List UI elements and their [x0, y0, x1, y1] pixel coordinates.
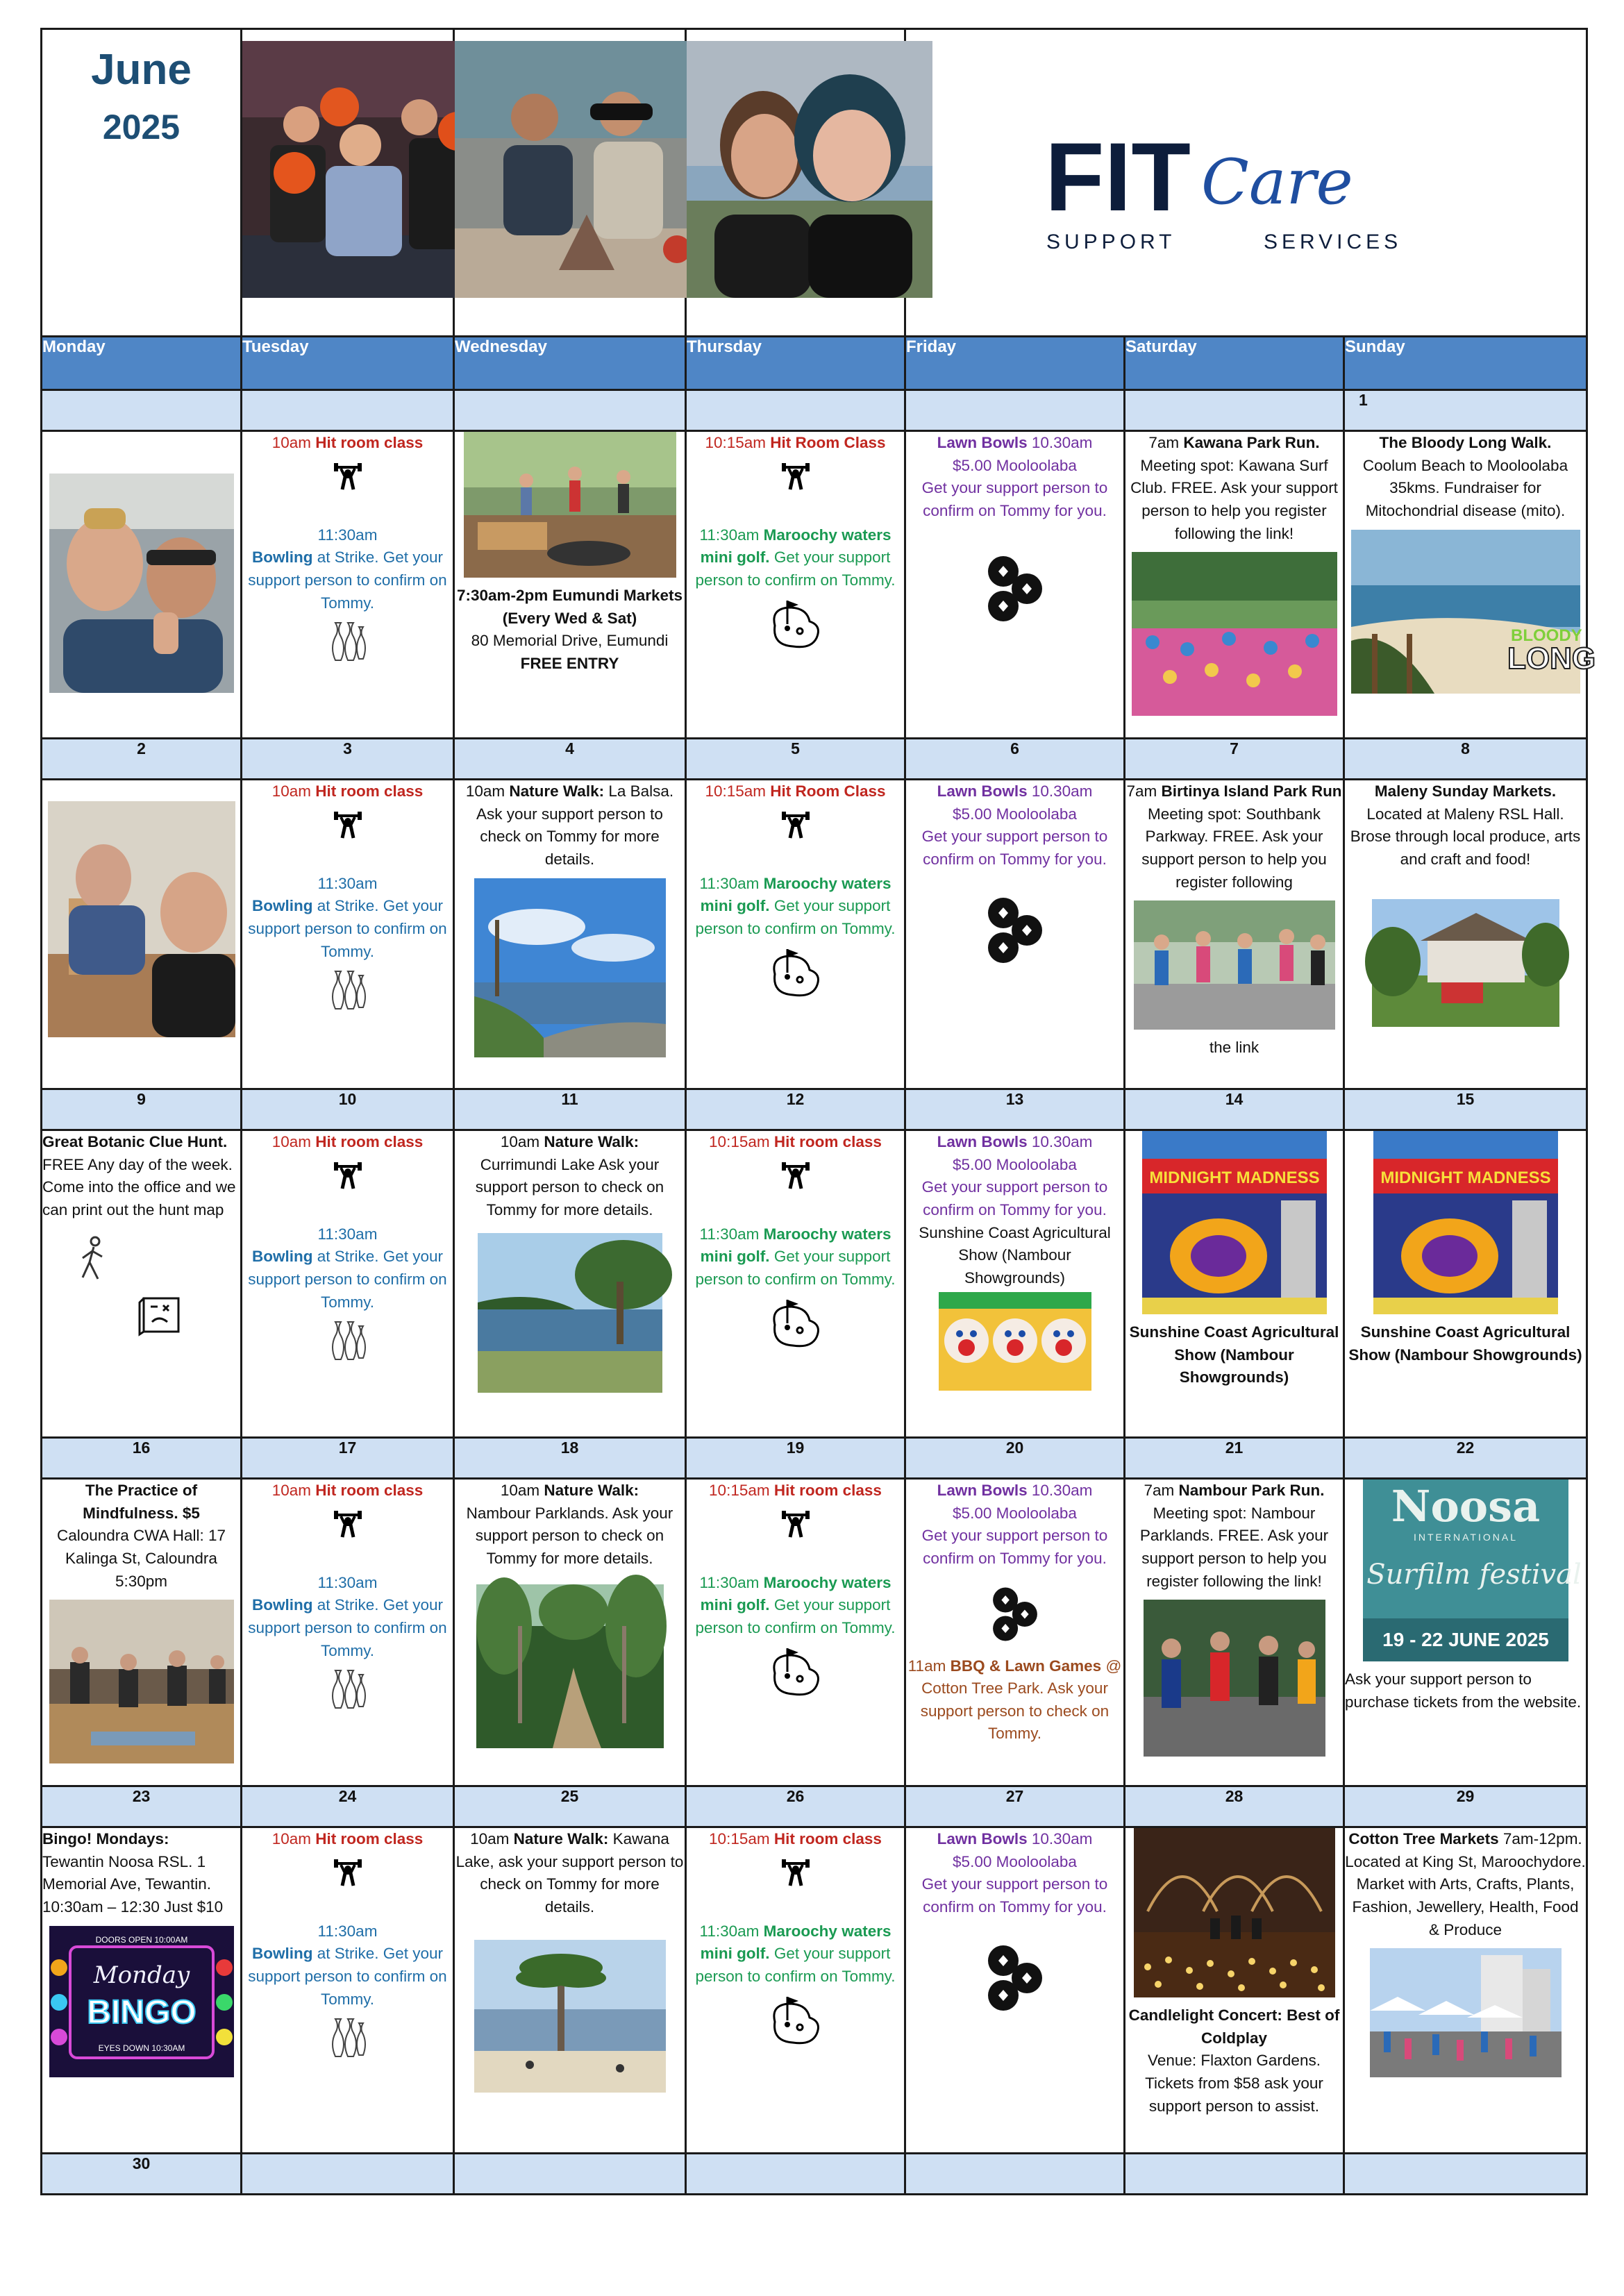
date-row-week5 — [42, 1786, 1587, 1827]
hit-time: 10am — [271, 434, 311, 451]
week1-wednesday — [454, 431, 686, 739]
cotton-tree-title: Cotton Tree Markets — [1348, 1830, 1499, 1847]
midnight-madness-ride-photo — [1142, 1131, 1327, 1314]
eumundi-free: FREE ENTRY — [520, 654, 619, 672]
ride-sign: MIDNIGHT MADNESS — [1148, 1168, 1320, 1187]
lawn-price: $5.00 Mooloolaba — [953, 1504, 1077, 1522]
bowling-pins-icon — [328, 1319, 367, 1361]
month-title: June — [91, 46, 192, 94]
hit-label: Hit Room Class — [770, 782, 886, 800]
photo-bowling-cell — [242, 29, 454, 337]
week5-tuesday — [242, 1827, 454, 2154]
header-row — [42, 29, 1587, 337]
day-header-wednesday: Wednesday — [454, 337, 686, 390]
photo-selfie-cell — [686, 29, 905, 337]
hit-time: 10am — [271, 1133, 311, 1150]
parkrun-text: Meeting spot: Kawana Surf Club. FREE. Ask your support person to help you register following the link! — [1130, 456, 1338, 542]
lawn-label: Lawn Bowls — [937, 782, 1028, 800]
golf-label: Maroochy waters mini golf. — [700, 874, 891, 915]
date-cell — [686, 2154, 905, 2195]
clue-hunt-text: FREE Any day of the week. Come into the office and we can print out the hunt map — [42, 1155, 236, 1218]
nature-walk-text: Kawana Lake, ask your support person to check on Tommy for more details. — [455, 1830, 684, 1916]
nature-walk-text: Currimundi Lake Ask your support person to check on Tommy for more details. — [475, 1155, 664, 1218]
lawn-text: Get your support person to confirm on Tommy for you. — [921, 1178, 1108, 1218]
clowns-photo — [939, 1292, 1091, 1391]
week4-monday — [42, 1479, 242, 1786]
poster-bingo: BINGO — [86, 1993, 196, 2031]
bowling-text: at Strike. Get your support person to confirm on Tommy. — [248, 897, 447, 960]
week1-tuesday — [242, 431, 454, 739]
logo-services: SERVICES — [1263, 231, 1402, 253]
weightlifter-icon — [780, 809, 811, 839]
lawn-text: Get your support person to confirm on Tommy for you. — [921, 1875, 1108, 1916]
date-cell — [905, 2154, 1125, 2195]
weightlifter-icon — [333, 1508, 363, 1539]
clue-hunt-title: Great Botanic Clue Hunt. — [42, 1133, 228, 1150]
bloody-long-walk-title: The Bloody Long Walk. — [1379, 434, 1552, 451]
mini-golf-icon — [768, 946, 823, 999]
date-cell — [42, 390, 242, 431]
week5-monday — [42, 1827, 242, 2154]
eumundi-market-photo — [464, 432, 676, 578]
concert-text: Venue: Flaxton Gardens. Tickets from $58 ask your support person to assist. — [1145, 2052, 1323, 2115]
date-cell: 15 — [1344, 1089, 1587, 1130]
bowling-label: Bowling — [251, 1248, 313, 1266]
week5-saturday — [1125, 1827, 1344, 2154]
week4-saturday — [1125, 1479, 1344, 1786]
date-cell: 30 — [42, 2154, 242, 2195]
weightlifter-icon — [780, 460, 811, 491]
date-cell: 28 — [1125, 1786, 1344, 1827]
date-cell: 21 — [1125, 1438, 1344, 1479]
date-cell — [1125, 390, 1344, 431]
bowling-pins-icon — [328, 1668, 367, 1709]
surfilm-text: Ask your support person to purchase tickets from the website. — [1345, 1670, 1582, 1711]
week2-saturday — [1125, 780, 1344, 1089]
date-cell — [905, 390, 1125, 431]
date-cell: 26 — [686, 1786, 905, 1827]
lawn-time: 10.30am — [1031, 1830, 1093, 1847]
bowling-text: at Strike. Get your support person to confirm on Tommy. — [248, 1248, 447, 1311]
week3-monday — [42, 1130, 242, 1438]
date-cell: 1 — [1344, 390, 1587, 431]
bowling-label: Bowling — [251, 548, 313, 567]
date-cell: 16 — [42, 1438, 242, 1479]
show-text: Sunshine Coast Agricultural Show (Nambour Showgrounds) — [919, 1223, 1111, 1287]
bowling-pins-icon — [328, 620, 367, 662]
date-row-week4 — [42, 1438, 1587, 1479]
date-cell: 7 — [1125, 739, 1344, 780]
week4-sunday — [1344, 1479, 1587, 1786]
weightlifter-icon — [780, 1857, 811, 1887]
bbq-time: 11am — [907, 1657, 946, 1675]
day-header-sunday: Sunday — [1344, 337, 1587, 390]
golf-text: Get your support person to confirm on Tommy. — [695, 1248, 896, 1288]
weightlifter-icon — [333, 1159, 363, 1190]
week3-saturday — [1125, 1130, 1344, 1438]
bloody-long-walk-text: Coolum Beach to Mooloolaba 35kms. Fundraiser for Mitochondrial disease (mito). — [1362, 456, 1568, 519]
date-row-week2 — [42, 739, 1587, 780]
nature-walk-title: Nature Walk: — [509, 782, 605, 800]
nature-walk-time: 10am — [465, 782, 505, 800]
poster-sub: INTERNATIONAL — [1413, 1532, 1518, 1543]
hit-label: Hit room class — [315, 1482, 424, 1499]
bowling-pins-icon — [328, 969, 367, 1010]
date-cell: 10 — [242, 1089, 454, 1130]
date-cell: 19 — [686, 1438, 905, 1479]
concert-title: Candlelight Concert: Best of Coldplay — [1128, 2006, 1340, 2047]
bowling-time: 11:30am — [317, 1573, 378, 1591]
walking-person-icon — [77, 1236, 109, 1280]
bowling-text: at Strike. Get your support person to confirm on Tommy. — [248, 1596, 447, 1659]
day-header-thursday: Thursday — [686, 337, 905, 390]
bbq-text: @ Cotton Tree Park. Ask your support person to check on Tommy. — [920, 1657, 1122, 1743]
lawn-bowls-icon — [977, 892, 1053, 969]
week1-sunday — [1344, 431, 1596, 739]
hit-label: Hit room class — [315, 1133, 424, 1150]
bowling-time: 11:30am — [317, 1922, 378, 1940]
date-cell: 6 — [905, 739, 1125, 780]
nambour-parklands-photo — [476, 1584, 664, 1748]
date-cell: 3 — [242, 739, 454, 780]
parkrun-title: Birtinya Island Park Run — [1161, 782, 1342, 800]
bowling-time: 11:30am — [317, 874, 378, 892]
golf-label: Maroochy waters mini golf. — [700, 1225, 891, 1266]
date-cell — [454, 2154, 686, 2195]
date-row-week6 — [42, 2154, 1587, 2195]
week4-row — [42, 1479, 1587, 1786]
date-cell: 5 — [686, 739, 905, 780]
weightlifter-icon — [333, 809, 363, 839]
year-title: 2025 — [102, 108, 181, 146]
monday-bingo-poster — [49, 1926, 234, 2077]
week1-row — [42, 431, 1587, 739]
mini-golf-icon — [768, 1645, 823, 1698]
hit-label: Hit room class — [773, 1830, 882, 1847]
lawn-bowls-icon — [984, 1583, 1046, 1645]
calendar-sheet — [40, 28, 1596, 2195]
week5-thursday — [686, 1827, 905, 2154]
weightlifter-icon — [333, 460, 363, 491]
week1-monday — [42, 431, 242, 739]
month-title-cell — [42, 29, 242, 337]
mini-golf-icon — [768, 1994, 823, 2047]
nature-walk-title: Nature Walk: — [544, 1482, 639, 1499]
lawn-text: Get your support person to confirm on Tommy for you. — [921, 479, 1108, 519]
la-balsa-photo — [474, 878, 666, 1057]
week3-tuesday — [242, 1130, 454, 1438]
date-cell — [454, 390, 686, 431]
date-cell: 14 — [1125, 1089, 1344, 1130]
week4-wednesday — [454, 1479, 686, 1786]
date-cell: 23 — [42, 1786, 242, 1827]
date-cell: 25 — [454, 1786, 686, 1827]
maleny-market-photo — [1372, 899, 1559, 1027]
date-cell: 13 — [905, 1089, 1125, 1130]
date-cell: 4 — [454, 739, 686, 780]
golf-label: Maroochy waters mini golf. — [700, 1922, 891, 1963]
ride-sign: MIDNIGHT MADNESS — [1380, 1168, 1551, 1187]
hit-time: 10:15am — [705, 434, 766, 451]
calendar-grid — [40, 335, 1596, 2195]
logo-script: Care — [1200, 146, 1353, 219]
lawn-bowls-icon — [977, 1940, 1053, 2016]
eumundi-title: 7:30am-2pm Eumundi Markets (Every Wed & Sat) — [456, 587, 683, 627]
week3-sunday — [1344, 1130, 1587, 1438]
day-header-friday: Friday — [905, 337, 1125, 390]
logo-support: SUPPORT — [1046, 231, 1175, 253]
golf-label: Maroochy waters mini golf. — [700, 1573, 891, 1614]
lawn-label: Lawn Bowls — [937, 1830, 1028, 1847]
eumundi-address: 80 Memorial Drive, Eumundi — [471, 632, 669, 650]
candlelight-concert-photo — [1134, 1828, 1335, 1997]
lawn-time: 10.30am — [1031, 434, 1093, 451]
week2-friday — [905, 780, 1125, 1089]
maleny-title: Maleny Sunday Markets. — [1374, 782, 1557, 800]
bowling-label: Bowling — [251, 1945, 313, 1963]
week1-saturday — [1125, 431, 1344, 739]
selfie-thumbs-photo — [49, 474, 234, 693]
week2-tuesday — [242, 780, 454, 1089]
date-cell: 29 — [1344, 1786, 1587, 1827]
svg-text:LONG: LONG — [1507, 641, 1596, 676]
poster-doors: DOORS OPEN 10:00AM — [95, 1934, 187, 1945]
nature-walk-text: La Balsa. Ask your support person to check on Tommy for more details. — [476, 782, 674, 868]
date-cell: 11 — [454, 1089, 686, 1130]
date-cell: 27 — [905, 1786, 1125, 1827]
bowling-time: 11:30am — [317, 526, 378, 544]
week4-tuesday — [242, 1479, 454, 1786]
golf-text: Get your support person to confirm on Tommy. — [695, 548, 896, 589]
lawn-price: $5.00 Mooloolaba — [953, 1155, 1077, 1173]
bowling-text: at Strike. Get your support person to confirm on Tommy. — [248, 548, 447, 612]
week4-thursday — [686, 1479, 905, 1786]
week1-friday — [905, 431, 1125, 739]
golf-time: 11:30am — [699, 1922, 760, 1940]
poster-monday: Monday — [93, 1961, 190, 1989]
hit-time: 10am — [271, 782, 311, 800]
parkrun-title: Nambour Park Run. — [1178, 1482, 1325, 1499]
date-cell: 18 — [454, 1438, 686, 1479]
parkrun-text: Meeting spot: Nambour Parklands. FREE. Ask your support person to help you register following the link! — [1139, 1504, 1329, 1590]
hit-time: 10:15am — [709, 1830, 770, 1847]
hit-time: 10:15am — [709, 1482, 770, 1499]
poster-script: Surfilm festival — [1366, 1559, 1582, 1591]
lawn-text: Get your support person to confirm on Tommy for you. — [921, 828, 1108, 868]
mindfulness-class-photo — [49, 1600, 234, 1763]
week3-thursday — [686, 1130, 905, 1438]
date-cell: 2 — [42, 739, 242, 780]
hit-time: 10:15am — [705, 782, 766, 800]
date-cell: 9 — [42, 1089, 242, 1130]
bowling-pins-icon — [328, 2016, 367, 2058]
day-header-row — [42, 337, 1587, 390]
weightlifter-icon — [780, 1159, 811, 1190]
birtinya-run-photo — [1134, 900, 1335, 1030]
lawn-label: Lawn Bowls — [937, 1133, 1028, 1150]
week3-wednesday — [454, 1130, 686, 1438]
hit-label: Hit room class — [315, 434, 424, 451]
week5-wednesday — [454, 1827, 686, 2154]
poster-eyes-down: EYES DOWN 10:30AM — [98, 2043, 185, 2053]
week3-row — [42, 1130, 1587, 1438]
day-header-monday: Monday — [42, 337, 242, 390]
week5-friday — [905, 1827, 1125, 2154]
cotton-tree-market-photo — [1370, 1948, 1562, 2077]
hit-label: Hit room class — [315, 782, 424, 800]
lawn-price: $5.00 Mooloolaba — [953, 456, 1077, 474]
bowling-text: at Strike. Get your support person to confirm on Tommy. — [248, 1945, 447, 2008]
week2-wednesday — [454, 780, 686, 1089]
date-cell: 24 — [242, 1786, 454, 1827]
lawn-price: $5.00 Mooloolaba — [953, 1852, 1077, 1870]
midnight-madness-ride-photo — [1373, 1131, 1558, 1314]
photo-pottery-cell — [454, 29, 686, 337]
date-cell: 12 — [686, 1089, 905, 1130]
parkrun-time: 7am — [1148, 434, 1180, 451]
map-icon — [140, 1294, 183, 1336]
golf-text: Get your support person to confirm on Tommy. — [695, 1596, 896, 1636]
selfie-photo — [687, 41, 932, 298]
logo-word: FIT — [1044, 122, 1191, 231]
date-cell: 20 — [905, 1438, 1125, 1479]
week2-row — [42, 780, 1587, 1089]
nature-walk-time: 10am — [470, 1830, 510, 1847]
hit-time: 10am — [271, 1830, 311, 1847]
mini-golf-icon — [768, 598, 823, 651]
parkrun-link-text: the link — [1209, 1039, 1259, 1057]
parkrun-time: 7am — [1144, 1482, 1175, 1499]
golf-time: 11:30am — [699, 1573, 760, 1591]
week4-friday — [905, 1479, 1125, 1786]
noosa-surfilm-poster — [1363, 1480, 1582, 1661]
mini-golf-icon — [768, 1297, 823, 1350]
week5-sunday — [1344, 1827, 1587, 2154]
currimundi-lake-photo — [478, 1233, 662, 1393]
jenga-selfie-photo — [48, 801, 235, 1037]
nature-walk-title: Nature Walk: — [544, 1133, 639, 1150]
week3-friday — [905, 1130, 1125, 1438]
day-header-tuesday: Tuesday — [242, 337, 454, 390]
date-cell — [1344, 2154, 1587, 2195]
fitcare-logo — [1017, 106, 1475, 259]
bingo-text: Tewantin Noosa RSL. 1 Memorial Ave, Tewantin. 10:30am – 12:30 Just $10 — [42, 1852, 224, 1916]
week2-sunday — [1344, 780, 1587, 1089]
date-cell — [242, 390, 454, 431]
bowling-time: 11:30am — [317, 1225, 378, 1243]
date-row-week1 — [42, 390, 1587, 431]
lawn-text: Get your support person to confirm on Tommy for you. — [921, 1527, 1108, 1567]
parkrun-title: Kawana Park Run. — [1183, 434, 1320, 451]
weightlifter-icon — [780, 1508, 811, 1539]
bingo-title: Bingo! Mondays: — [42, 1830, 169, 1847]
bowling-label: Bowling — [251, 897, 313, 915]
week1-thursday — [686, 431, 905, 739]
date-cell — [686, 390, 905, 431]
svg-text:BLOODY: BLOODY — [1510, 626, 1582, 645]
week2-monday — [42, 780, 242, 1089]
mindfulness-text: Caloundra CWA Hall: 17 Kalinga St, Caloundra 5:30pm — [56, 1527, 226, 1590]
show-title: Sunshine Coast Agricultural Show (Nambour Showgrounds) — [1348, 1323, 1582, 1364]
lawn-bowls-icon — [977, 551, 1053, 627]
golf-label: Maroochy waters mini golf. — [700, 526, 891, 567]
date-cell: 8 — [1344, 739, 1587, 780]
parkrun-text: Meeting spot: Southbank Parkway. FREE. Ask your support person to help you register following — [1141, 805, 1327, 891]
nature-walk-title: Nature Walk: — [513, 1830, 609, 1847]
golf-text: Get your support person to confirm on Tommy. — [695, 897, 896, 937]
lawn-price: $5.00 Mooloolaba — [953, 805, 1077, 823]
cotton-tree-text: 7am-12pm. Located at King St, Maroochydore. Market with Arts, Crafts, Plants, Fashion, Jewellery, Health, Food & Produce — [1345, 1830, 1586, 1938]
date-row-week3 — [42, 1089, 1587, 1130]
calendar-table — [40, 28, 1588, 337]
golf-time: 11:30am — [699, 526, 760, 544]
parkrun-time: 7am — [1126, 782, 1157, 800]
date-cell: 17 — [242, 1438, 454, 1479]
hit-label: Hit room class — [315, 1830, 424, 1847]
lawn-time: 10.30am — [1031, 782, 1093, 800]
logo — [906, 30, 1586, 335]
weightlifter-icon — [333, 1857, 363, 1887]
maleny-text: Located at Maleny RSL Hall. Brose through local produce, arts and craft and food! — [1350, 805, 1581, 868]
date-cell: 22 — [1344, 1438, 1587, 1479]
poster-title: Noosa — [1391, 1481, 1540, 1532]
bloody-long-walk-photo — [1351, 530, 1596, 694]
hit-label: Hit room class — [773, 1133, 882, 1150]
bowling-label: Bowling — [251, 1596, 313, 1614]
date-cell — [1125, 2154, 1344, 2195]
nature-walk-time: 10am — [500, 1133, 540, 1150]
mindfulness-title: The Practice of Mindfulness. $5 — [83, 1482, 200, 1522]
week5-row — [42, 1827, 1587, 2154]
lawn-label: Lawn Bowls — [937, 434, 1028, 451]
date-cell — [242, 2154, 454, 2195]
parkrun-crowd-photo — [1132, 552, 1337, 716]
lawn-time: 10.30am — [1031, 1133, 1093, 1150]
bbq-title: BBQ & Lawn Games — [950, 1657, 1102, 1675]
lawn-time: 10.30am — [1031, 1482, 1093, 1499]
lawn-label: Lawn Bowls — [937, 1482, 1028, 1499]
golf-text: Get your support person to confirm on Tommy. — [695, 1945, 896, 1985]
nambour-run-photo — [1144, 1600, 1325, 1757]
week2-thursday — [686, 780, 905, 1089]
golf-time: 11:30am — [699, 1225, 760, 1243]
bowling-group-photo — [242, 41, 474, 298]
day-header-saturday: Saturday — [1125, 337, 1344, 390]
hit-label: Hit Room Class — [770, 434, 886, 451]
nature-walk-text: Nambour Parklands. Ask your support person to check on Tommy for more details. — [466, 1504, 673, 1567]
kawana-lake-photo — [474, 1940, 666, 2093]
nature-walk-time: 10am — [500, 1482, 540, 1499]
hit-label: Hit room class — [773, 1482, 882, 1499]
logo-cell — [905, 29, 1587, 337]
pottery-photo — [455, 41, 701, 298]
show-title: Sunshine Coast Agricultural Show (Nambour Showgrounds) — [1129, 1323, 1339, 1386]
hit-time: 10:15am — [709, 1133, 770, 1150]
poster-dates: 19 - 22 JUNE 2025 — [1382, 1629, 1549, 1650]
golf-time: 11:30am — [699, 874, 760, 892]
hit-time: 10am — [271, 1482, 311, 1499]
